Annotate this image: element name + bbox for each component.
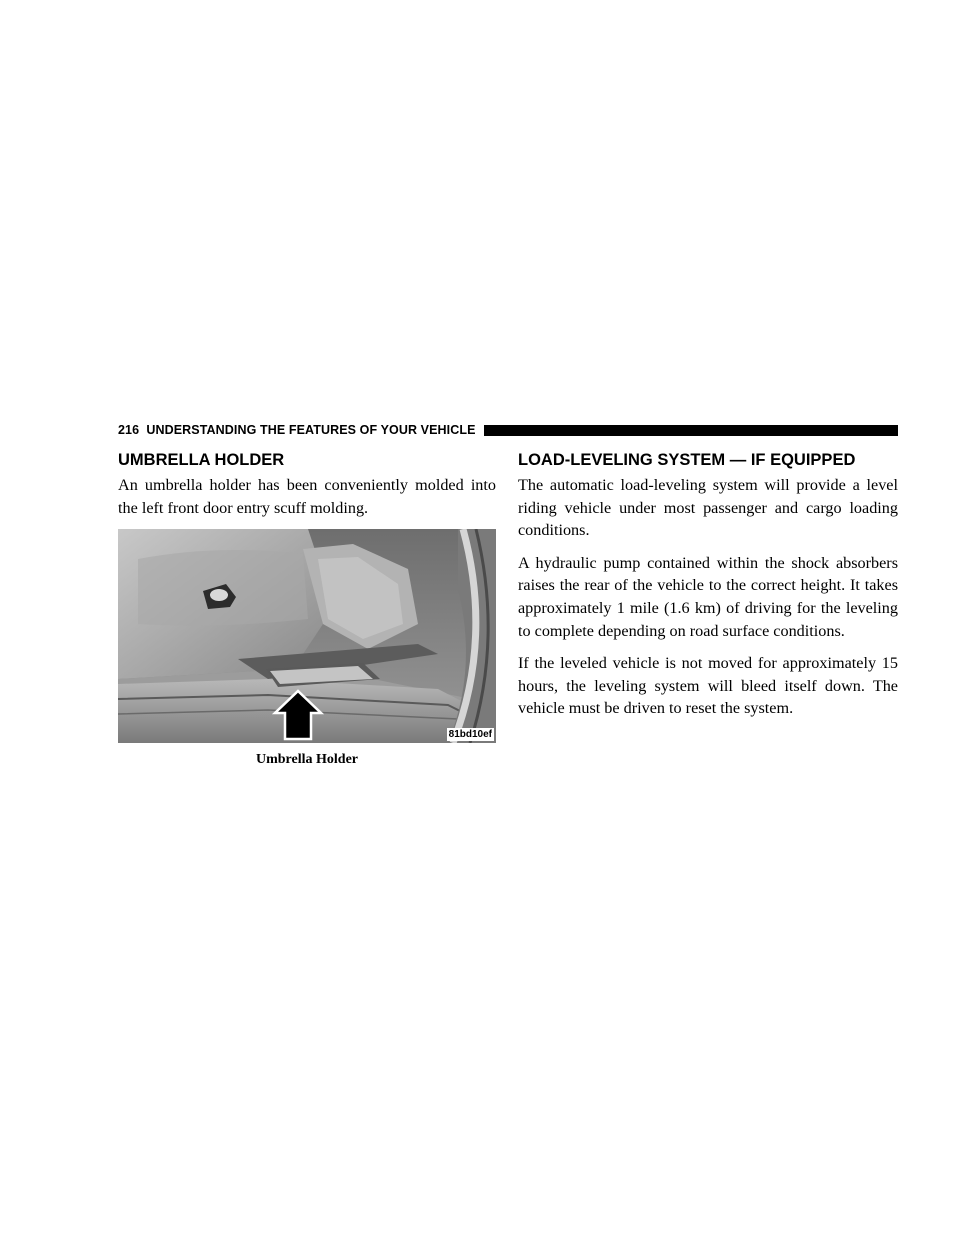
umbrella-holder-figure [118,529,496,743]
umbrella-holder-paragraph: An umbrella holder has been conveniently molded into the left front door entry scuff molding. [118,476,496,517]
header-rule [484,425,898,436]
figure-caption: Umbrella Holder [255,752,358,768]
load-leveling-paragraph-3: If the leveled vehicle is not moved for approximately 15 hours, the leveling system will bleed itself down. The vehicle must be driven to reset the system. [518,654,898,718]
load-leveling-paragraph-2: A hydraulic pump contained within the shock absorbers raises the rear of the vehicle to the correct height. It takes approximately 1 mile (1.6 km) of driving for the leveling to complete depending on road surface conditions. [518,553,898,640]
left-column [118,450,496,768]
load-leveling-heading: LOAD-LEVELING SYSTEM — IF EQUIPPED [518,451,856,469]
load-leveling-paragraph-1: The automatic load-leveling system will provide a level riding vehicle under most passenger and cargo loading conditions. [518,476,898,540]
umbrella-holder-heading: UMBRELLA HOLDER [118,451,285,469]
figure-code: 81bd10ef [448,729,492,741]
page-number: 216 [118,423,140,437]
running-header [118,420,898,440]
section-title: UNDERSTANDING THE FEATURES OF YOUR VEHICLE [146,423,476,437]
seat-sill-illustration [118,529,496,743]
header-text [118,423,484,437]
right-column [518,450,898,730]
